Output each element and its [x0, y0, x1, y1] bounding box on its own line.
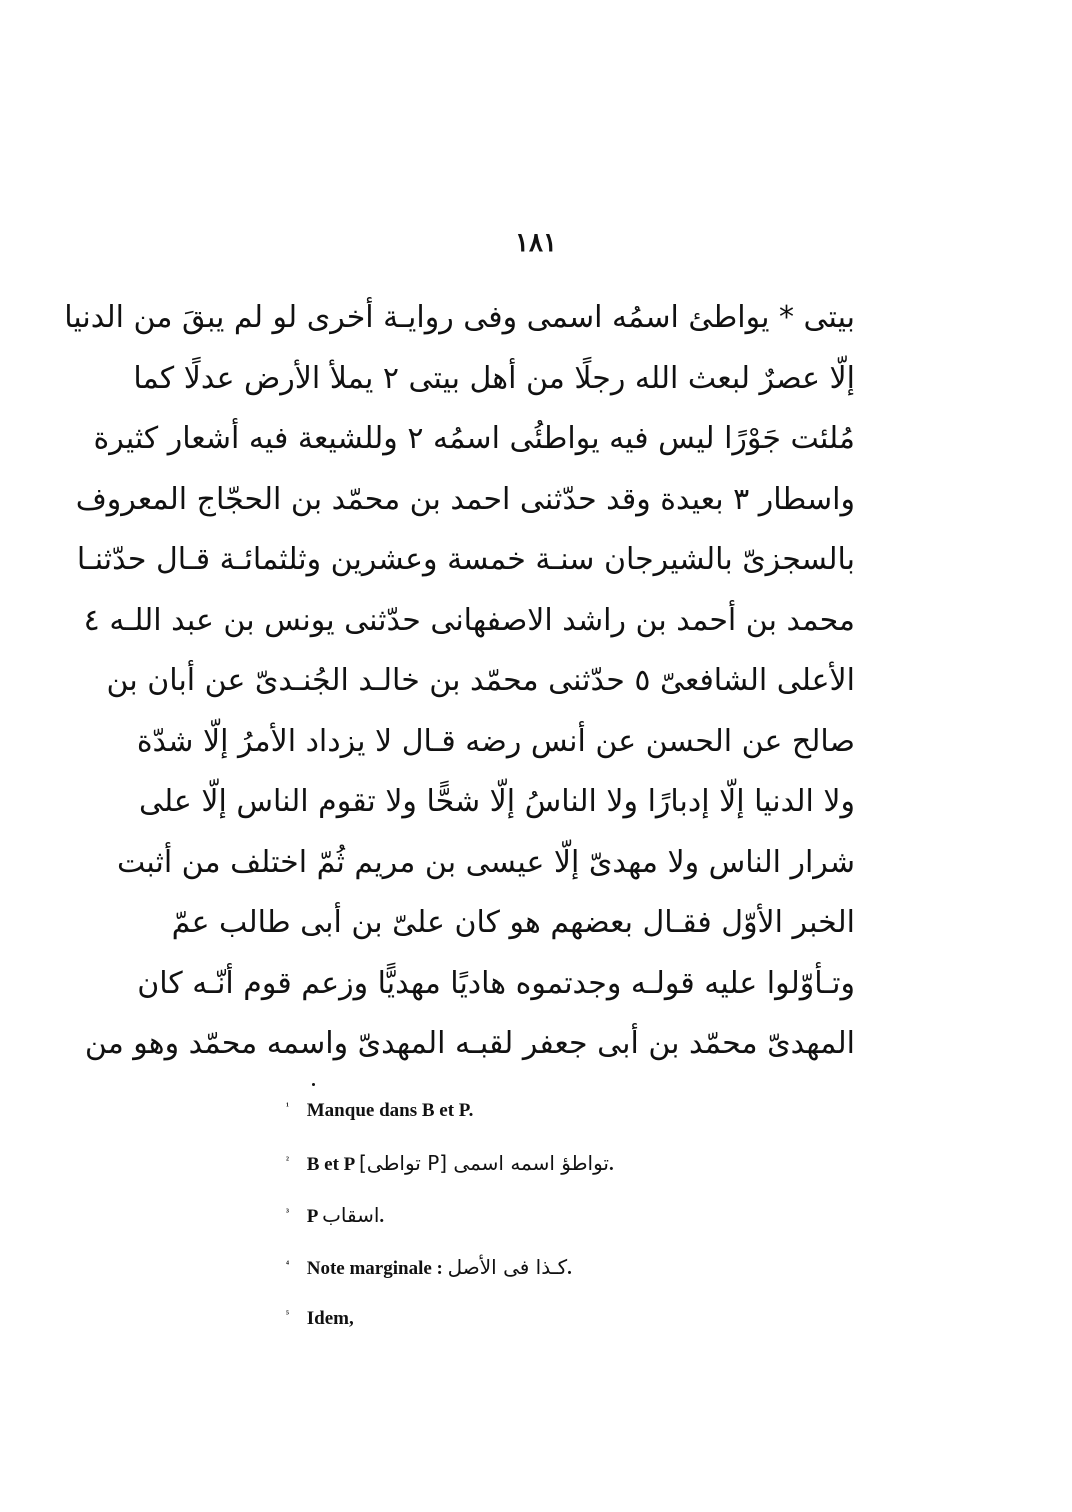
footnote-marker: ³ — [286, 1206, 289, 1218]
footnote-marker: ⁴ — [286, 1258, 289, 1270]
footnote-marker: ⁵ — [286, 1308, 289, 1320]
footnote-arabic: اسقاب — [322, 1203, 380, 1227]
text-line: وتـأوّلوا عليه قولـه وجدتموه هاديًا مهديًّا وزعم قوم أنّـه كان — [137, 965, 855, 1001]
text-line: مُلئت جَوْرًا ليس فيه يواطئُى اسمُه ٢ وللشيعة فيه أشعار كثيرة — [93, 421, 855, 456]
text-line: شرار الناس ولا مهدىّ إلّا عيسى بن مريم ثُمّ اختلف من أثبت — [116, 844, 855, 880]
footnote-text: Note marginale : — [306, 1258, 443, 1279]
footnote-4 — [286, 1248, 846, 1300]
footnote-arabic: كـذا فى الأصل — [447, 1255, 568, 1279]
text-line: ولا الدنيا إلّا إدبارًا ولا الناسُ إلّا شحًّا ولا تقوم الناس إلّا على — [139, 784, 855, 819]
footnote-2 — [286, 1144, 846, 1196]
text-line: محمد بن أحمد بن راشد الاصفهانى حدّثنى يونس بن عبد اللـه ٤ — [83, 602, 855, 638]
footnote-suffix: . — [609, 1154, 614, 1175]
footnotes — [286, 1092, 846, 1352]
text-line: إلّا عصرٌ لبعث الله رجلًا من أهل بيتى ٢ يملأ الأرض عدلًا كما — [133, 360, 855, 396]
footnote-text: Idem, — [306, 1308, 354, 1329]
footnote-1 — [286, 1092, 846, 1144]
footnote-text: P — [306, 1206, 318, 1227]
page-number: ١٨١ — [515, 228, 557, 258]
text-line: المهدىّ محمّد بن أبى جعفر لقبـه المهدىّ واسمه محمّد وهو من — [84, 1026, 855, 1061]
footnote-suffix: . — [567, 1258, 572, 1279]
text-line: صالح عن الحسن عن أنس رضه قـال لا يزداد الأمرُ إلّا شدّة — [136, 723, 855, 759]
footnote-marker: ¹ — [286, 1100, 289, 1112]
text-line: الأعلى الشافعىّ ٥ حدّثنى محمّد بن خالـد الجُنـدىّ عن أبان بن — [106, 663, 855, 698]
text-line: بيتى * يواطئ اسمُه اسمى وفى روايـة أخرى لو لم يبقَ من الدنيا — [64, 300, 855, 335]
footnote-separator-dot — [312, 1083, 315, 1086]
footnote-marker: ² — [286, 1154, 289, 1166]
footnote-arabic: تواطؤ اسمه اسمى [P تواطى] — [359, 1151, 609, 1175]
footnote-5 — [286, 1300, 846, 1352]
footnote-3 — [286, 1196, 846, 1248]
text-line: واسطار ٣ بعيدة وقد حدّثنى احمد بن محمّد بن الحجّاج المعروف — [75, 481, 855, 517]
main-text-block — [64, 288, 855, 1075]
footnote-suffix: . — [379, 1206, 385, 1227]
footnote-text: B et P — [306, 1154, 355, 1175]
text-line: الخبر الأوّل فقـال بعضهم هو كان علىّ بن أبى طالب عمّ — [171, 905, 855, 940]
text-line: بالسجزىّ بالشيرجان سنـة خمسة وعشرين وثلثمائـة قـال حدّثنـا — [76, 542, 855, 577]
footnote-text: Manque dans B et P. — [306, 1100, 474, 1121]
